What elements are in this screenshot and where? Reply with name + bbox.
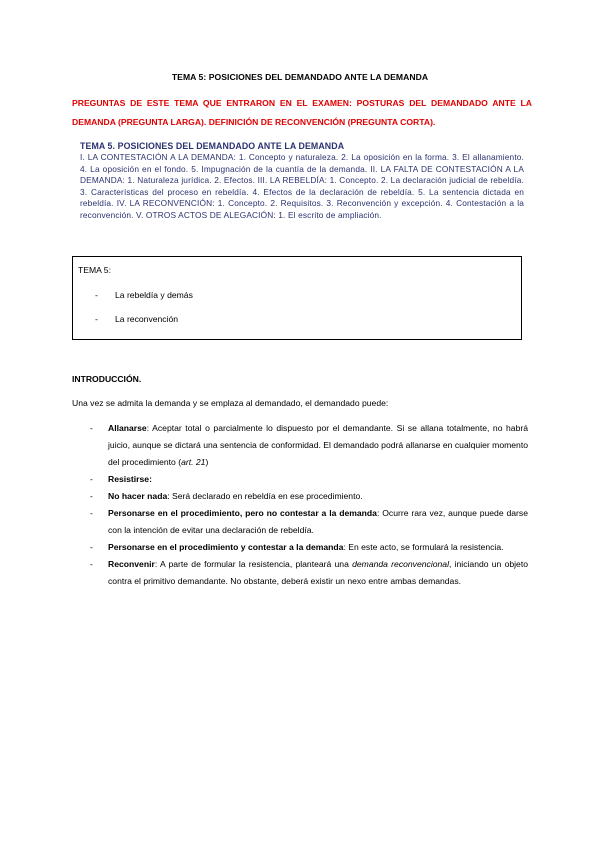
list-item: - Resistirse:: [90, 471, 528, 488]
list-item: - Personarse en el procedimiento y contestar a la demanda: En este acto, se formulará la resistencia.: [90, 539, 528, 556]
option-term: Allanarse: [108, 423, 147, 433]
defendant-options-list: [90, 420, 528, 590]
list-item: - Allanarse: Aceptar total o parcialmente lo dispuesto por el demandante. Si se allana totalmente, no habrá juicio, aunque se dictará una sentencia de conformidad. El demandado podrá allanarse en cualquier momento del procedimiento (art. 21): [90, 420, 528, 471]
intro-heading: INTRODUCCIÓN.: [72, 374, 142, 384]
option-term: Reconvenir: [108, 559, 155, 569]
option-italic: demanda reconvencional: [352, 559, 449, 569]
list-item: - No hacer nada: Será declarado en rebeldía en ese procedimiento.: [90, 488, 528, 505]
page-title: TEMA 5: POSICIONES DEL DEMANDADO ANTE LA DEMANDA: [171, 72, 429, 82]
box-item-text: La reconvención: [115, 314, 179, 324]
syllabus-excerpt: [80, 141, 524, 221]
dash-bullet: -: [95, 290, 98, 300]
dash-bullet: -: [95, 314, 98, 324]
intro-lead: Una vez se admita la demanda y se emplaza al demandado, el demandado puede:: [72, 398, 389, 408]
list-item: - Reconvenir: A parte de formular la resistencia, planteará una demanda reconvencional, iniciando un objeto contra el primitivo demandante. No obstante, deberá existir un nexo entre ambas demandas.: [90, 556, 528, 590]
option-text: A parte de formular la resistencia, planteará una: [159, 559, 353, 569]
dash-bullet: -: [90, 491, 93, 501]
option-term: Personarse en el procedimiento y contestar a la demanda: [108, 542, 344, 552]
option-italic: art. 21: [181, 457, 206, 467]
option-text: En este acto, se formulará la resistencia.: [348, 542, 504, 552]
option-term: Personarse en el procedimiento, pero no contestar a la demanda: [108, 508, 377, 518]
option-term: Resistirse: [108, 474, 150, 484]
option-term: No hacer nada: [108, 491, 168, 501]
dash-bullet: -: [90, 559, 93, 569]
dash-bullet: -: [90, 508, 93, 518]
list-item: - Personarse en el procedimiento, pero no contestar a la demanda: Ocurre rara vez, aunque puede darse con la intención de evitar una declaración de rebeldía.: [90, 505, 528, 539]
dash-bullet: -: [90, 423, 93, 433]
dash-bullet: -: [90, 474, 93, 484]
box-item-text: La rebeldía y demás: [115, 290, 193, 300]
option-text: Será declarado en rebeldía en ese procedimiento.: [172, 491, 363, 501]
syllabus-body: I. LA CONTESTACIÓN A LA DEMANDA: 1. Concepto y naturaleza. 2. La oposición en la forma. 3. El allanamiento. 4. La oposición en el fondo. 5. Impugnación de la cuantía de la demanda. II. LA FALTA DE CONTESTACIÓN A LA DEMANDA: 1. Naturaleza jurídica. 2. Efectos. III. LA REBELDÍA: 1. Concepto. 2. La declaración judicial de rebeldía. 3. Características del proceso en rebeldía. 4. Efectos de la declaración de rebeldía. 5. La sentencia dictada en rebeldía. IV. LA RECONVENCIÓN: 1. Concepto. 2. Requisitos. 3. Reconvención y excepción. 4. Contestación a la reconvención. V. OTROS ACTOS DE ALEGACIÓN: 1. El escrito de ampliación.: [80, 152, 524, 220]
syllabus-title: TEMA 5. POSICIONES DEL DEMANDADO ANTE LA DEMANDA: [80, 141, 345, 151]
option-text: Ocurre rara vez, aunque puede darse con la intención de evitar una declaración de rebeldía.: [108, 508, 528, 535]
option-text: Aceptar total o parcialmente lo dispuesto por el demandante. Si se allana totalmente, no habrá juicio, aunque se dictará una sentencia de conformidad. El demandado podrá allanarse en cualquier momento del procedimiento (: [108, 423, 528, 467]
dash-bullet: -: [90, 542, 93, 552]
exam-questions-note: PREGUNTAS DE ESTE TEMA QUE ENTRARON EN EL EXAMEN: POSTURAS DEL DEMANDADO ANTE LA DEMANDA (PREGUNTA LARGA). DEFINICIÓN DE RECONVENCIÓN (PREGUNTA CORTA).: [72, 98, 532, 127]
box-label: TEMA 5:: [78, 265, 111, 275]
box-list-item: [95, 290, 193, 300]
box-list-item: [95, 314, 178, 324]
topic-summary-box: [72, 256, 522, 340]
